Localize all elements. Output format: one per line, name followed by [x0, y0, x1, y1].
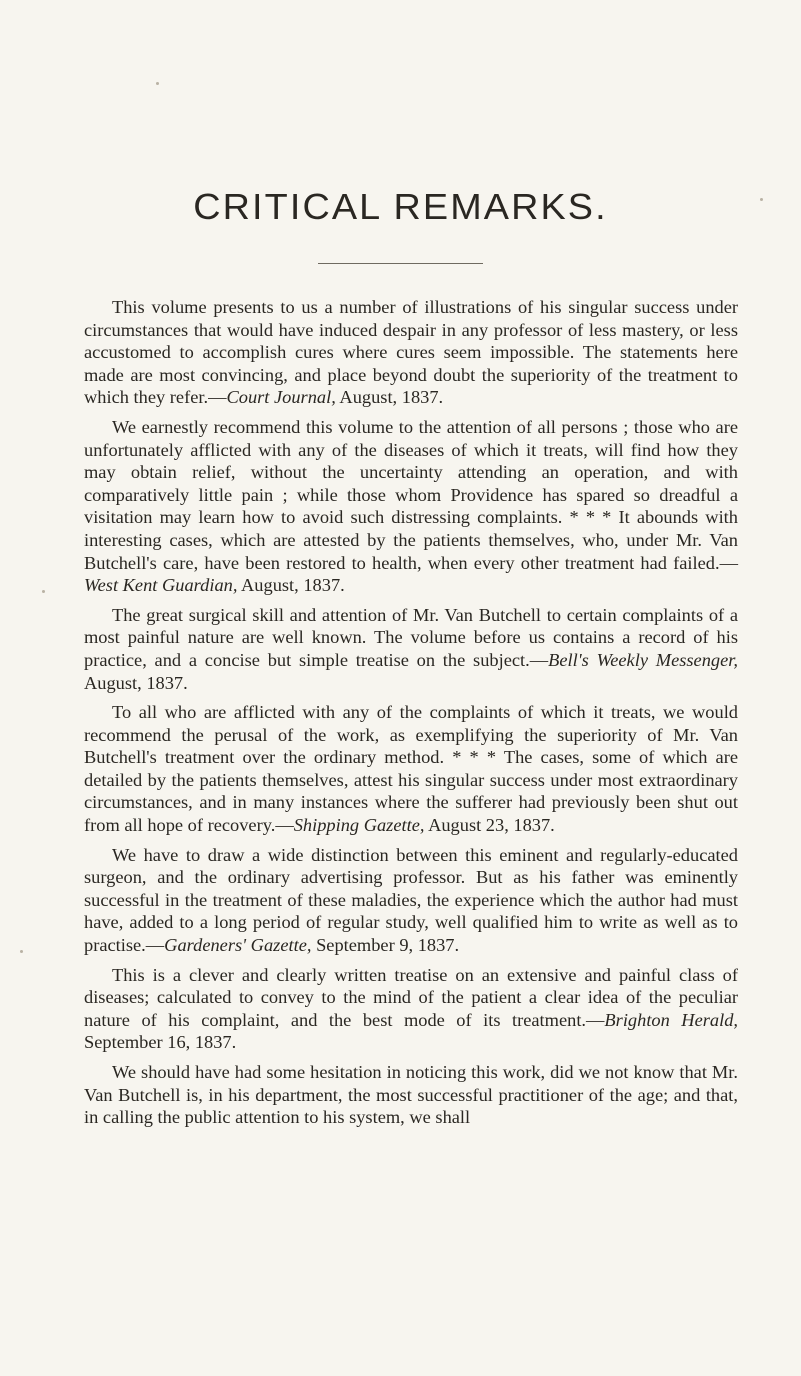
review-text: This is a clever and clearly written treatise on an extensive and painful class of diseases; calculated to convey to the mind of the patient a clear idea of the peculiar nature of his complaint, and the best mode of its treatment.— [84, 964, 738, 1030]
page-title: CRITICAL REMARKS. [193, 186, 608, 227]
review-text: The great surgical skill and attention of Mr. Van Butchell to certain complaints of a most painful nature are well known. The volume before us contains a record of his practice, and a concise but simple treatise on the subject.— [84, 604, 738, 670]
review-source: Brighton Herald, [604, 1009, 739, 1030]
paper-speck [42, 590, 45, 593]
review-text: We have to draw a wide distinction between this eminent and regularly-educated surgeon, and the ordinary advertising professor. But as his father was eminently successful in the treatment of these maladies, the experience which the author had must have, added to a long period of regular study, well qualified him to write as well as to practise.— [84, 844, 738, 956]
review-text: We should have had some hesitation in noticing this work, did we not know that Mr. Van Butchell is, in his department, the most successful practitioner of the age; and that, in calling the public attention to his system, we shall [84, 1062, 738, 1128]
review-source: Gardeners' Gazette, [164, 935, 312, 956]
review-source: Court Journal, [226, 387, 336, 408]
review-text: To all who are afflicted with any of the complaints of which it treats, we would recommend the perusal of the work, as exemplifying the superiority of Mr. Van Butchell's treatment over the ordinary method. * * * The cases, some of which are detailed by the patients themselves, attest his singular success under most extraordinary circumstances, and in many instances where the sufferer had previously been shut out from all hope of recovery.— [84, 702, 738, 836]
review-date: September 9, 1837. [316, 935, 460, 956]
review-date: August, 1837. [241, 575, 345, 596]
review-source: West Kent Guardian, [84, 575, 238, 596]
paper-speck [760, 198, 763, 201]
review-paragraph [84, 604, 738, 694]
review-paragraph [84, 416, 738, 597]
review-text: This volume presents to us a number of illustrations of his singular success under circumstances that would have induced despair in any professor of less mastery, or less accustomed to accomplish cures where cures seem impossible. The statements here made are most convincing, and place beyond doubt the superiority of the treatment to which they refer.— [84, 297, 738, 408]
review-paragraph [84, 701, 738, 837]
review-date: September 16, 1837. [84, 1032, 237, 1053]
paper-speck [156, 82, 159, 85]
review-date: August, 1837. [84, 672, 188, 693]
review-date: August 23, 1837. [428, 815, 555, 836]
paper-speck [20, 950, 23, 953]
review-paragraph [84, 1061, 738, 1129]
review-source: Shipping Gazette, [293, 815, 425, 836]
review-date: August, 1837. [339, 387, 444, 408]
title-divider [318, 263, 483, 264]
review-source: Bell's Weekly Messenger, [548, 649, 738, 670]
review-text-block [84, 296, 738, 1136]
review-paragraph [84, 964, 738, 1054]
review-paragraph [84, 296, 738, 409]
review-text: We earnestly recommend this volume to the attention of all persons ; those who are unfortunately afflicted with any of the diseases of which it treats, will find how they may obtain relief, without the uncertainty attending an operation, and with comparatively little pain ; while those whom Providence has spared so dreadful a visitation may learn how to avoid such distressing complaints. * * * It abounds with interesting cases, which are attested by the patients themselves, who, under Mr. Van Butchell's care, have been restored to health, when every other treatment had failed.— [84, 416, 738, 573]
review-paragraph [84, 844, 738, 957]
